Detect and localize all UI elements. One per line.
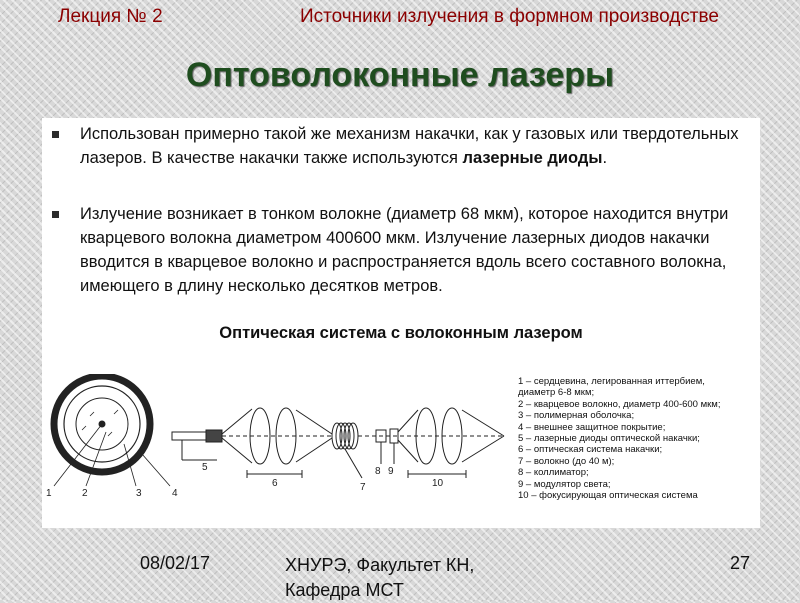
bullet-marker: [52, 211, 59, 218]
lecture-topic: Источники излучения в формном производстве: [300, 6, 719, 27]
bullet-bold-term: лазерные диоды: [462, 149, 603, 167]
bullet-item: [52, 202, 742, 298]
diagram-label: 8: [375, 466, 381, 477]
content-panel: [42, 118, 760, 528]
cross-section-hatch: [108, 432, 112, 436]
bullet-text: [80, 122, 742, 170]
cross-section-hatch: [82, 426, 86, 430]
pump-laser-diodes: [172, 430, 222, 460]
beam-ray: [462, 410, 504, 436]
diagram-label: 7: [360, 482, 366, 493]
diode-emitter: [206, 430, 222, 442]
legend-item: 10 – фокусирующая оптическая система: [518, 490, 698, 502]
fiber-coil: [332, 423, 362, 478]
bullet-item: [52, 122, 742, 170]
footer-organization: ХНУРЭ, Факультет КН, Кафедра МСТ: [285, 555, 475, 600]
figure-caption: Оптическая система с волоконным лазером: [219, 324, 583, 342]
legend-item: 8 – коллиматор;: [518, 467, 589, 479]
diagram-label: 9: [388, 466, 394, 477]
diagram-label: 1: [46, 488, 52, 499]
legend-item: 1 – сердцевина, легированная иттербием,: [518, 376, 705, 387]
diagram-label: 6: [272, 478, 278, 489]
footer-date: 08/02/17: [140, 553, 211, 573]
legend-item: 6 – оптическая система накачки;: [518, 444, 663, 456]
legend-item: 5 – лазерные диоды оптической накачки;: [518, 433, 700, 445]
bullet-text-part: Использован примерно такой же механизм накачки, как у газовых или твердотельных лазеров. В качестве накачки также используются: [80, 125, 739, 167]
bullet-text-part: .: [602, 149, 608, 167]
fiber-laser-diagram: [42, 374, 512, 526]
lecture-number: Лекция № 2: [58, 6, 163, 27]
focusing-lens-1: [416, 408, 436, 464]
diagram-legend: [518, 376, 758, 501]
page-number: 27: [730, 553, 751, 573]
legend-item: 2 – кварцевое волокно, диаметр 400-600 мкм;: [518, 398, 721, 410]
diagram-label: 4: [172, 488, 178, 499]
cross-section-hatch: [90, 412, 94, 416]
legend-item: 3 – полимерная оболочка;: [518, 410, 635, 422]
leader-line: [142, 454, 170, 486]
diagram-label: 2: [82, 488, 88, 499]
beam-ray: [296, 438, 332, 462]
leader-line: [86, 432, 106, 486]
legend-item: 4 – внешнее защитное покрытие;: [518, 421, 666, 433]
cross-section-hatch: [114, 410, 118, 414]
beam-ray: [462, 436, 504, 462]
legend-item: диаметр 6-8 мкм;: [518, 387, 595, 399]
legend-item: 9 – модулятор света;: [518, 478, 611, 490]
bullet-marker: [52, 131, 59, 138]
diagram-label: 5: [202, 462, 208, 473]
bullet-text: Излучение возникает в тонком волокне (диаметр 68 мкм), которое находится внутри кварцевого волокна диаметром 400600 мкм. Излучение лазерных диодов накачки вводится в кварцевое волокно и распространяется вдоль всего составного волокна, имеющего в длину несколько десятков метров.: [80, 205, 729, 295]
diagram-label: 10: [432, 478, 444, 489]
beam-ray: [398, 410, 418, 432]
slide-title: Оптоволоконные лазеры: [185, 56, 615, 94]
beam-ray: [296, 410, 332, 434]
beam-ray: [222, 409, 252, 434]
pump-optics: [222, 408, 332, 478]
diode-housing: [172, 432, 206, 440]
fiber-cross-section: [54, 376, 170, 486]
beam-ray: [222, 438, 252, 463]
diagram-label: 3: [136, 488, 142, 499]
beam-ray: [398, 440, 418, 462]
leader-line: [345, 449, 362, 478]
legend-item: 7 – волокно (до 40 м);: [518, 455, 615, 467]
